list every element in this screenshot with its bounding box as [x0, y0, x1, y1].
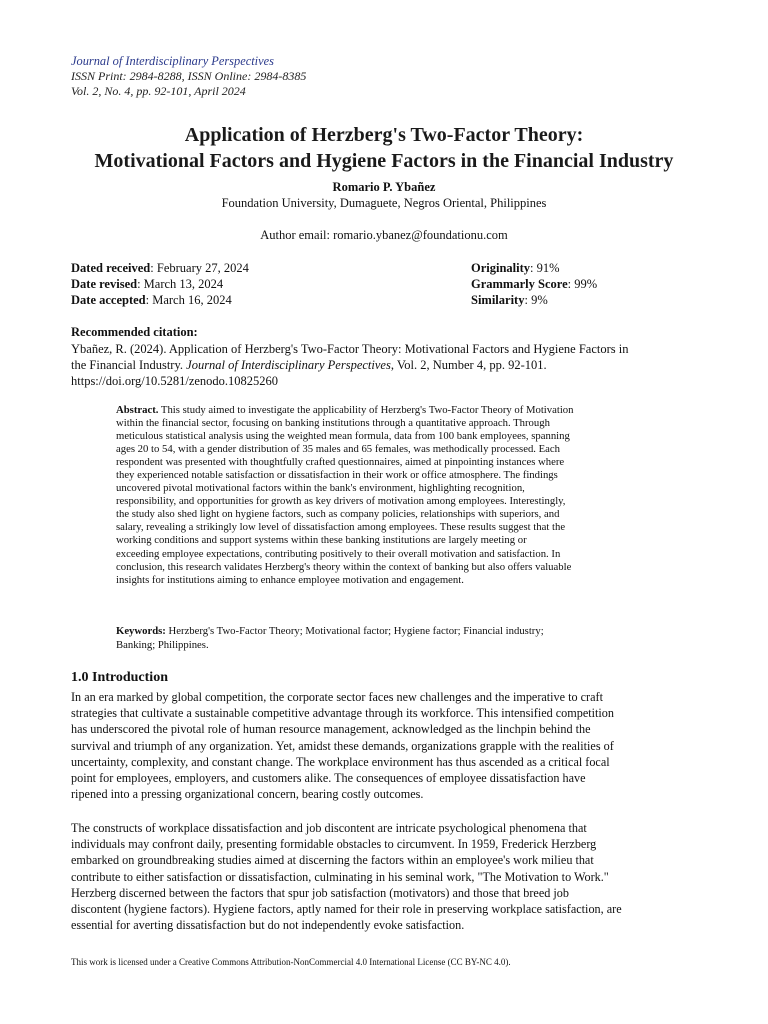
- paragraph-line: individuals may confront daily, presenting formidable obstacles to circumvent. In 1959, Frederick Herzberg: [71, 837, 597, 852]
- date-revised: Date revised: March 13, 2024: [71, 277, 224, 291]
- abstract-line: responsibility, and opportunities for growth as key drivers of motivation among employees. Interestingly,: [116, 495, 566, 508]
- abstract-line: within the financial sector, focusing on banking institutions through a quantitative approach. Through: [116, 417, 550, 430]
- introduction-paragraph-2: [71, 820, 697, 933]
- abstract-line: working conditions and support systems within these banking institutions are largely meeting or: [116, 534, 527, 547]
- abstract-line: uncovered pivotal motivational factors within the bank's environment, highlighting recognition,: [116, 482, 525, 495]
- paragraph-line: contribute to either satisfaction or dissatisfaction, culminating in his seminal work, "The Motivation to Work.": [71, 869, 609, 884]
- score-grammarly: Grammarly Score: 99%: [471, 277, 598, 291]
- scores-block: [471, 260, 597, 308]
- abstract-label: Abstract.: [116, 404, 159, 416]
- citation-doi-link[interactable]: https://doi.org/10.5281/zenodo.10825260: [71, 374, 279, 388]
- paragraph-line: uncertainty, complexity, and constant change. The workplace environment has thus ascended as a critical focal: [71, 754, 610, 769]
- journal-name: Journal of Interdisciplinary Perspectives: [71, 54, 274, 68]
- dates-block: [71, 260, 249, 308]
- abstract-line: exceeding employee expectations, contributing positively to their overall motivation and satisfaction. In: [116, 547, 561, 560]
- abstract-line: insights for institutions aiming to enhance employee motivation and engagement.: [116, 573, 464, 586]
- paragraph-line: survival and triumph of any organization. Yet, amidst these demands, organizations grapple with the realities of: [71, 738, 614, 753]
- author-affiliation: Foundation University, Dumaguete, Negros Oriental, Philippines: [221, 196, 547, 210]
- paragraph-line: has underscored the pivotal role of human resource management, acknowledged as the linchpin behind the: [71, 722, 591, 737]
- paragraph-line: embarked on groundbreaking studies aimed at discerning the factors within an employee's work milieu that: [71, 853, 594, 868]
- keywords-line: Banking; Philippines.: [116, 639, 209, 651]
- article-title-line-1: Application of Herzberg's Two-Factor Theory:: [184, 124, 584, 146]
- paragraph-line: The constructs of workplace dissatisfaction and job discontent are intricate psychological phenomena that: [71, 821, 587, 835]
- score-originality: Originality: 91%: [471, 261, 560, 275]
- score-similarity: Similarity: 9%: [471, 293, 548, 307]
- paragraph-line: discontent (hygiene factors). Hygiene factors, aptly named for their role in preserving workplace satisfaction, are: [71, 902, 622, 917]
- citation-journal: Journal of Interdisciplinary Perspectives: [186, 358, 391, 372]
- abstract-line: meticulous statistical analysis using the weighted mean formula, data from 100 bank employees, spanning: [116, 430, 570, 443]
- introduction-paragraph-1: [71, 689, 697, 802]
- abstract-line: Abstract. This study aimed to investigate the applicability of Herzberg's Two-Factor Theory of Motivation: [116, 404, 574, 416]
- abstract-line: respondent was presented with thoughtfully crafted questionnaires, aimed at pinpointing instances where: [116, 456, 565, 469]
- paragraph-line: strategies that cultivate a sustainable competitive advantage through its workforce. This intensified competition: [71, 706, 614, 721]
- license-footer: This work is licensed under a Creative Commons Attribution-NonCommercial 4.0 International License (CC BY-NC 4.0).: [71, 957, 511, 967]
- abstract-line: ages 20 to 54, with a gender distribution of 35 males and 65 females, was methodically processed. Each: [116, 443, 561, 456]
- author-name: Romario P. Ybañez: [332, 180, 436, 194]
- paragraph-line: Herzberg discerned between the factors that spur job satisfaction (motivators) and those that breed job: [71, 885, 569, 900]
- citation-line: the Financial Industry. Journal of Interdisciplinary Perspectives, Vol. 2, Number 4, pp. 92-101.: [71, 358, 547, 372]
- abstract-line: salary, revealing a strikingly low level of dissatisfaction among employees. These results suggest that the: [116, 521, 566, 534]
- paragraph-line: In an era marked by global competition, the corporate sector faces new challenges and the imperative to craft: [71, 690, 603, 704]
- journal-volume: Vol. 2, No. 4, pp. 92-101, April 2024: [71, 84, 246, 98]
- abstract-line: conclusion, this research validates Herzberg's theory within the context of banking but also offers valuable: [116, 560, 572, 573]
- keywords: [116, 624, 651, 652]
- journal-issn: ISSN Print: 2984-8288, ISSN Online: 2984-8385: [71, 69, 307, 83]
- date-received: Dated received: February 27, 2024: [71, 261, 249, 275]
- abstract-line: the study also shed light on hygiene factors, such as company policies, relationships with superiors, and: [116, 508, 560, 521]
- paragraph-line: ripened into a pressing organizational concern, bearing costly outcomes.: [71, 787, 424, 802]
- paragraph-line: essential for averting dissatisfaction but do not independently evoke satisfaction.: [71, 918, 465, 933]
- article-title-line-2: Motivational Factors and Hygiene Factors in the Financial Industry: [94, 150, 674, 172]
- date-accepted: Date accepted: March 16, 2024: [71, 293, 232, 307]
- citation-line: Ybañez, R. (2024). Application of Herzberg's Two-Factor Theory: Motivational Factors and Hygiene Factors in: [71, 342, 629, 356]
- abstract-line: they experienced notable satisfaction or dissatisfaction in their work or office atmosphere. The findings: [116, 469, 558, 482]
- abstract: [116, 404, 651, 587]
- author-email[interactable]: Author email: romario.ybanez@foundationu.com: [260, 228, 508, 242]
- section-heading-introduction: 1.0 Introduction: [71, 670, 168, 685]
- keywords-label: Keywords:: [116, 625, 166, 637]
- citation-text: [71, 341, 701, 389]
- keywords-line: Keywords: Herzberg's Two-Factor Theory; Motivational factor; Hygiene factor; Financial industry;: [116, 625, 544, 637]
- citation-heading: Recommended citation:: [71, 325, 198, 339]
- paragraph-line: point for employees, employers, and customers alike. The consequences of employee dissatisfaction have: [71, 771, 586, 786]
